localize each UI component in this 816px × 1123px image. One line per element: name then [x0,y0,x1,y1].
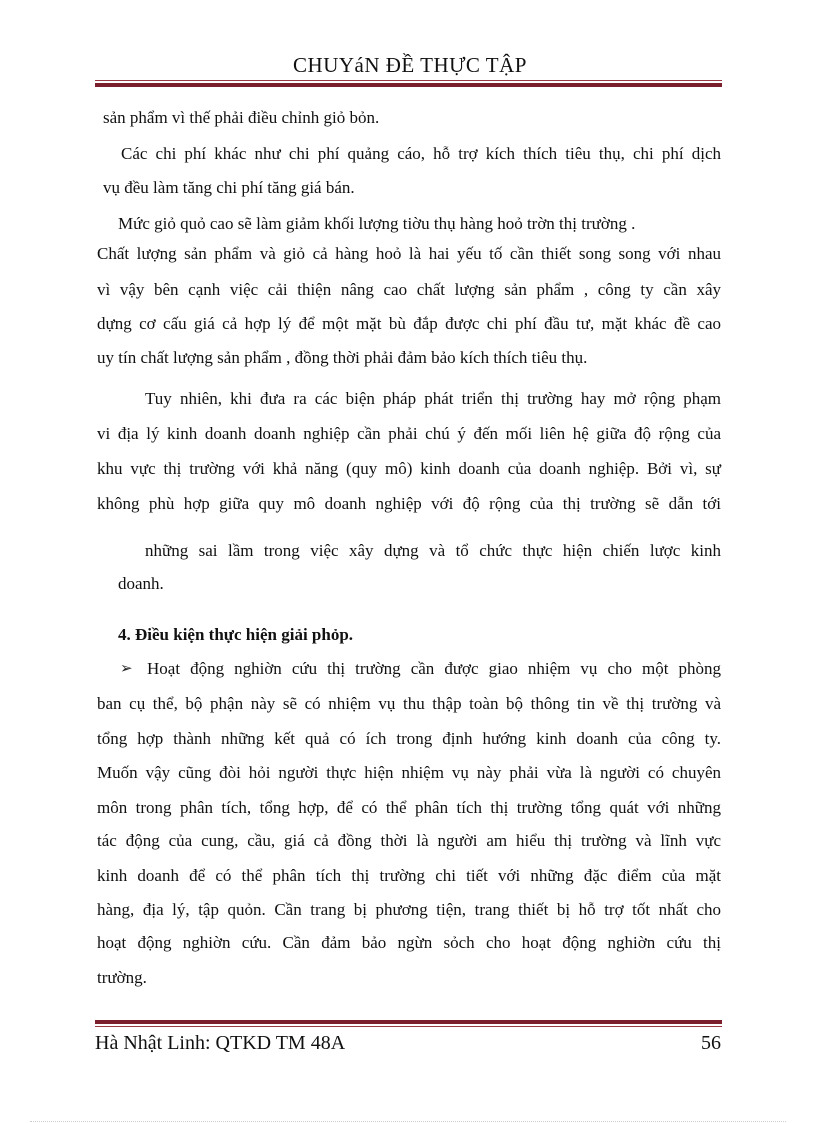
text-line: dựng cơ cấu giá cả hợp lý để một mặt bù đắp được chi phí đầu tư, mặt khác đề cao [97,314,721,333]
footer-rule-thin [95,1026,722,1027]
section-heading: 4. Điều kiện thực hiện giải phỏp. [118,625,354,644]
text-line: Chất lượng sản phẩm và giỏ cả hàng hoỏ là hai yếu tố cần thiết song song với nhau [97,244,721,263]
header-rule-thick [95,83,722,87]
text-line: ban cụ thể, bộ phận này sẽ có nhiệm vụ thu thập toàn bộ thông tin về thị trường và [97,694,721,713]
page-bottom-border [30,1121,786,1122]
text-line: Các chi phí khác như chi phí quảng cáo, hỗ trợ kích thích tiêu thụ, chi phí dịch [121,144,721,163]
text-line: khu vực thị trường với khả năng (quy mô) kinh doanh của doanh nghiệp. Bởi vì, sự [97,459,721,478]
page-number: 56 [701,1032,721,1054]
text-line: những sai lầm trong việc xây dựng và tổ chức thực hiện chiến lược kinh [145,541,721,560]
text-line: tác động của cung, cầu, giá cả đồng thời là người am hiểu thị trường và lĩnh vực [97,831,721,850]
page-header-title: CHUYáN ĐỀ THỰC TẬP [293,53,527,77]
text-line: không phù hợp giữa quy mô doanh nghiệp với độ rộng của thị trường sẽ dẫn tới [97,494,721,513]
text-line: doanh. [118,574,164,593]
text-line: vụ đều làm tăng chi phí tăng giá bán. [103,178,355,197]
text-line: sản phẩm vì thế phải điều chỉnh giỏ bỏn. [103,108,380,127]
footer-rule-thick [95,1020,722,1024]
text-line: vì vậy bên cạnh việc cải thiện nâng cao chất lượng sản phẩm , công ty cần xây [97,280,721,299]
text-line: trường. [97,968,147,987]
bullet-arrow-icon: ➢ [120,661,133,677]
text-line: vi địa lý kinh doanh doanh nghiệp cần phải chú ý đến mối liên hệ giữa độ rộng của [97,424,721,443]
text-line: uy tín chất lượng sản phẩm , đồng thời phải đảm bảo kích thích tiêu thụ. [97,348,588,367]
header-rule-thin [95,80,722,81]
text-line: Mức giỏ quỏ cao sẽ làm giảm khối lượng tiờu thụ hàng hoỏ trờn thị trường . [118,214,636,233]
footer-author: Hà Nhật Linh: QTKD TM 48A [95,1032,346,1054]
text-line: hàng, địa lý, tập quỏn. Cần trang bị phương tiện, trang thiết bị hỗ trợ tốt nhất cho [97,900,721,919]
text-line: Tuy nhiên, khi đưa ra các biện pháp phát triển thị trường hay mở rộng phạm [145,389,721,408]
text-line: hoạt động nghiờn cứu. Cần đảm bảo ngừn sỏch cho hoạt động nghiờn cứu thị [97,933,721,952]
text-line: môn trong phân tích, tổng hợp, để có thể phân tích thị trường tổng quát với những [97,798,721,817]
text-line: kinh doanh để có thể phân tích thị trường chi tiết với những đặc điểm của mặt [97,866,721,885]
text-line: tổng hợp thành những kết quả có ích trong định hướng kinh doanh của công ty. [97,729,721,748]
text-line: Muốn vậy cũng đòi hỏi người thực hiện nhiệm vụ này phải vừa là người có chuyên [97,763,721,782]
text-line: Hoạt động nghiờn cứu thị trường cần được giao nhiệm vụ cho một phòng [147,659,721,678]
